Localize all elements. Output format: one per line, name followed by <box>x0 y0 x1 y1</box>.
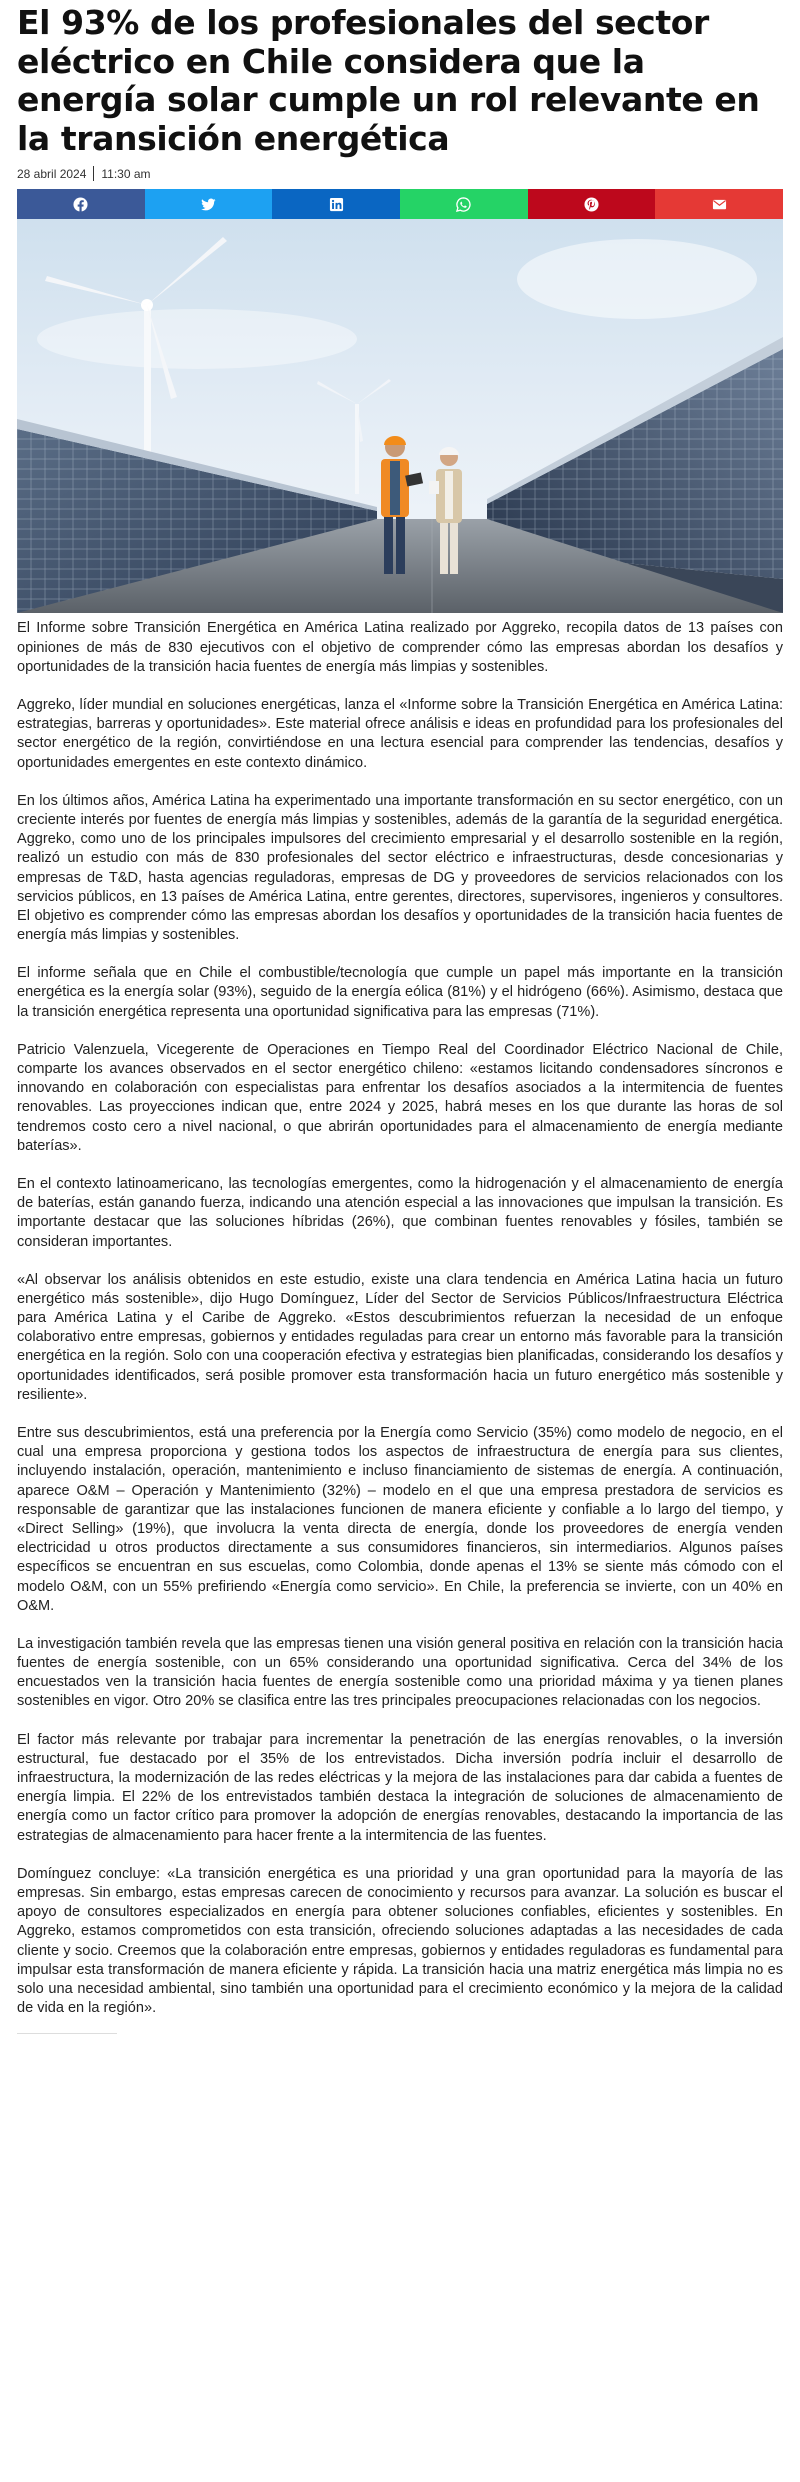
linkedin-icon <box>329 197 344 212</box>
pinterest-icon <box>584 197 599 212</box>
end-divider <box>17 2033 117 2034</box>
share-bar <box>17 189 783 219</box>
paragraph: Aggreko, líder mundial en soluciones energéticas, lanza el «Informe sobre la Transición Energética en América Latina: estrategias, barreras y oportunidades». Este material ofrece análisis e ideas en profundidad para los profesionales del sector energético de la región, convirtiéndose en una lectura esencial para comprender las tendencias, desafíos y oportunidades emergentes en este contexto dinámico. <box>17 697 783 771</box>
share-twitter-button[interactable] <box>145 189 273 219</box>
facebook-icon <box>73 197 88 212</box>
share-whatsapp-button[interactable] <box>400 189 528 219</box>
paragraph: El informe señala que en Chile el combustible/tecnología que cumple un papel más importante en la transición energética es la energía solar (93%), seguido de la energía eólica (81%) y el hidrógeno (66%). Asimismo, destaca que la transición energética representa una oportunidad significativa para las empresas (71%). <box>17 965 783 1020</box>
paragraph: El factor más relevante por trabajar para incrementar la penetración de las energías renovables, o la inversión estructural, fue destacado por el 35% de los entrevistados. Dicha inversión podría incluir el desarrollo de infraestructura, la modernización de las redes eléctricas y la mejora de las instalaciones para dar cabida a fuentes de energía limpia. El 22% de los entrevistados también destaca la integración de soluciones de almacenamiento de energía como un factor crítico para promover la adopción de energías renovables, destacando la importancia de las estrategias de almacenamiento para hacer frente a la intermitencia de las fuentes. <box>17 1731 783 1844</box>
article-title: El 93% de los profesionales del sector eléctrico en Chile considera que la energía solar cumple un rol relevante en la transición energética <box>17 3 760 158</box>
article <box>17 0 783 2034</box>
publish-date: 28 abril 2024 <box>17 166 87 181</box>
whatsapp-icon <box>456 197 471 212</box>
share-pinterest-button[interactable] <box>528 189 656 219</box>
share-facebook-button[interactable] <box>17 189 145 219</box>
article-body <box>17 619 783 2018</box>
envelope-icon <box>712 197 727 212</box>
paragraph: En los últimos años, América Latina ha experimentado una importante transformación en su sector energético, con un creciente interés por fuentes de energía más limpias y sostenibles, además de la garantía de la seguridad energética. Aggreko, como uno de los principales impulsores del crecimiento empresarial y el desarrollo sostenible en la región, realizó un estudio con más de 830 profesionales del sector eléctrico e infraestructuras, desde concesionarias y empresas de T&D, hasta agencias reguladoras, empresas de DG y proveedores de servicios relacionados con los servicios públicos, en 13 países de América Latina, entre gerentes, directores, supervisores, ingenieros y consultores. El objetivo es comprender cómo las empresas abordan los desafíos y oportunidades de la transición hacia fuentes de energía más limpias y sostenibles. <box>17 792 783 944</box>
paragraph: El Informe sobre Transición Energética en América Latina realizado por Aggreko, recopila datos de 13 países con opiniones de más de 830 ejecutivos con el objetivo de comprender cómo las empresas abordan los desafíos y oportunidades de la transición hacia fuentes de energía más limpias y sostenibles. <box>17 620 783 675</box>
article-meta <box>17 166 783 181</box>
paragraph: La investigación también revela que las empresas tienen una visión general positiva en relación con la transición hacia fuentes de energía sostenible, con un 65% considerando una oportunidad significativa. Cerca del 34% de los encuestados ven la transición hacia fuentes de energía sostenible como una prioridad máxima y ya tienen planes sostenibles en vigor. Otro 20% se clasifica entre las tres principales preocupaciones relacionadas con los negocios. <box>17 1635 783 1710</box>
paragraph: Patricio Valenzuela, Vicegerente de Operaciones en Tiempo Real del Coordinador Eléctrico Nacional de Chile, comparte los avances observados en el sector energético chileno: «estamos licitando condensadores síncronos e innovando en colaboración con especialistas para enfrentar los desafíos asociados a la intermitencia de fuentes renovables. Las proyecciones indican que, entre 2024 y 2025, habrá meses en los que durante las horas de sol tendremos costo cero a nivel nacional, o que abrirán oportunidades para el almacenamiento de energía mediante baterías». <box>17 1041 783 1154</box>
meta-divider <box>93 166 94 181</box>
paragraph: En el contexto latinoamericano, las tecnologías emergentes, como la hidrogenación y el almacenamiento de energía de baterías, están ganando fuerza, indicando una atención especial a las innovaciones que impulsan la transición. Es importante destacar que las soluciones híbridas (26%), que combinan fuentes renovables y fósiles, también se consideran importantes. <box>17 1175 783 1250</box>
paragraph: «Al observar los análisis obtenidos en este estudio, existe una clara tendencia en América Latina hacia un futuro energético más sostenible», dijo Hugo Domínguez, Líder del Sector de Servicios Públicos/Infraestructura Eléctrica para América Latina y el Caribe de Aggreko. «Estos descubrimientos refuerzan la necesidad de un enfoque colaborativo entre empresas, gobiernos y entidades reguladas para crear un entorno más favorable para la transición energética en la región. Solo con una cooperación efectiva y estrategias bien planificadas, considerando los desafíos y oportunidades identificados, será posible promover esta transformación hacia un futuro energético más sostenible y resiliente». <box>17 1271 783 1403</box>
publish-time: 11:30 am <box>101 166 151 181</box>
paragraph: Entre sus descubrimientos, está una preferencia por la Energía como Servicio (35%) como modelo de negocio, en el cual una empresa proporciona y gestiona todos los aspectos de infraestructura de energía para sus clientes, incluyendo instalación, operación, mantenimiento e incluso financiamiento de sistemas de energía. A continuación, aparece O&M – Operación y Mantenimiento (32%) – modelo en el que una empresa prestadora de servicios es responsable de garantizar que las instalaciones funcionen de manera eficiente y confiable a lo largo del tiempo, y «Direct Selling» (19%), que involucra la venta directa de energía, donde los proveedores de energía venden electricidad u otros productos directamente a sus consumidores financieros, sin intermediarios. Algunos países específicos se encuentran en sus escuelas, como Colombia, donde apenas el 13% se siente más cómodo con el modelo O&M, con un 55% prefiriendo «Energía como servicio». En Chile, la preferencia se invierte, con un 40% en O&M. <box>17 1425 783 1614</box>
share-email-button[interactable] <box>655 189 783 219</box>
share-linkedin-button[interactable] <box>272 189 400 219</box>
hero-image <box>17 219 783 613</box>
twitter-icon <box>201 197 216 212</box>
paragraph: Domínguez concluye: «La transición energética es una prioridad y una gran oportunidad para la mayoría de las empresas. Sin embargo, estas empresas carecen de conocimiento y recursos para avanzar. La solución es buscar el apoyo de consultores especializados en energía para obtener soluciones confiables, eficientes y sostenibles. En Aggreko, estamos comprometidos con esta transición, ofreciendo soluciones adaptadas a las necesidades de cada cliente y socio. Creemos que la colaboración entre empresas, gobiernos y entidades reguladoras es fundamental para impulsar esta transformación de manera eficiente y rápida. La transición hacia una matriz energética más limpia no es solo una necesidad ambiental, sino también una oportunidad para el crecimiento económico y la mejora de la calidad de vida en la región». <box>17 1865 783 2017</box>
